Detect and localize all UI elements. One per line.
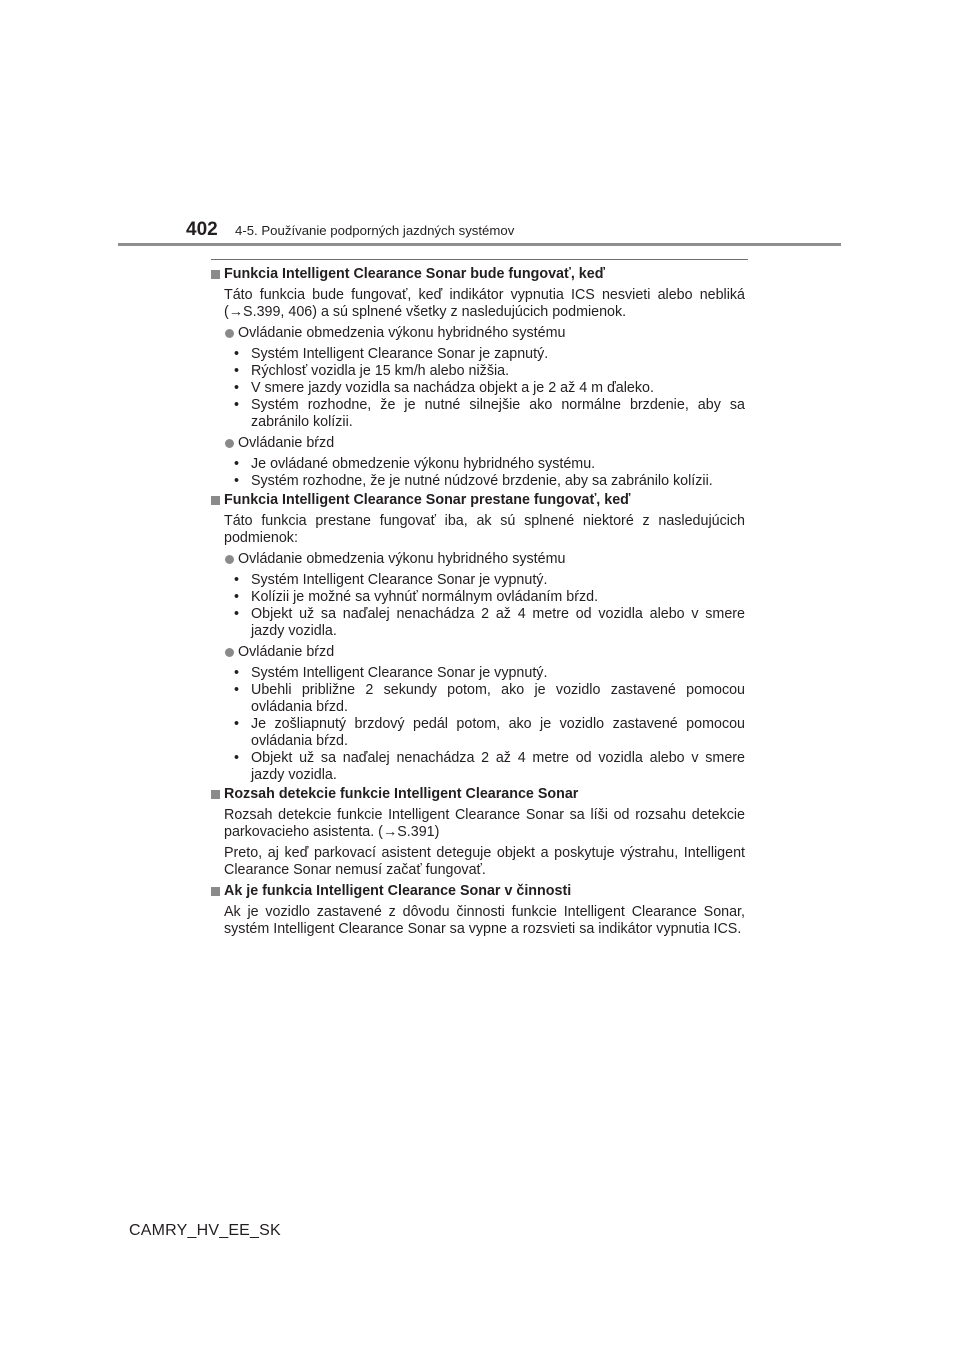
square-bullet-icon [211, 270, 220, 279]
section-heading [210, 786, 745, 803]
bullet-list [210, 456, 745, 490]
section-heading-text: Funkcia Intelligent Clearance Sonar bude fungovať, keď [224, 266, 605, 282]
paragraph: Táto funkcia bude fungovať, keď indikátor vypnutia ICS nesvieti alebo nebliká (→S.399, 406) a sú splnené všetky z nasledujúcich podmienok. [224, 287, 745, 320]
paragraph: Rozsah detekcie funkcie Intelligent Clearance Sonar sa líši od rozsahu detekcie parkovacieho asistenta. (→S.391) [224, 807, 745, 840]
subsection-title-text: Ovládanie obmedzenia výkonu hybridného systému [238, 551, 566, 567]
section-heading [210, 266, 745, 283]
manual-code: CAMRY_HV_EE_SK [129, 1222, 281, 1239]
section-heading [210, 883, 745, 900]
square-bullet-icon [211, 790, 220, 799]
paragraph: Preto, aj keď parkovací asistent deteguje objekt a poskytuje výstrahu, Intelligent Clearance Sonar nemusí začať fungovať. [224, 845, 745, 878]
subsection-title [210, 551, 745, 568]
list-item: • Systém Intelligent Clearance Sonar je vypnutý. [251, 572, 745, 589]
section-heading-text: Rozsah detekcie funkcie Intelligent Clearance Sonar [224, 786, 579, 802]
list-item: • Systém Intelligent Clearance Sonar je zapnutý. [251, 346, 745, 363]
list-item: • Kolízii je možné sa vyhnúť normálnym ovládaním bŕzd. [251, 589, 745, 606]
paragraph: Ak je vozidlo zastavené z dôvodu činnosti funkcie Intelligent Clearance Sonar, systém Intelligent Clearance Sonar sa vypne a rozsvieti sa indikátor vypnutia ICS. [224, 904, 745, 937]
subsection-title [210, 325, 745, 342]
section-heading [210, 492, 745, 509]
page-number: 402 [186, 219, 218, 240]
circle-bullet-icon [225, 555, 234, 564]
list-item: • Je ovládané obmedzenie výkonu hybridného systému. [251, 456, 745, 473]
page-content [210, 266, 745, 942]
subsection-title-text: Ovládanie bŕzd [238, 644, 335, 660]
bullet-list [210, 665, 745, 784]
paragraph: Táto funkcia prestane fungovať iba, ak sú splnené niektoré z nasledujúcich podmienok: [224, 513, 745, 546]
list-item: • Systém rozhodne, že je nutné núdzové brzdenie, aby sa zabránilo kolízii. [251, 473, 745, 490]
bullet-list [210, 572, 745, 640]
circle-bullet-icon [225, 648, 234, 657]
subsection-title-text: Ovládanie obmedzenia výkonu hybridného systému [238, 325, 566, 341]
list-item: • V smere jazdy vozidla sa nachádza objekt a je 2 až 4 m ďaleko. [251, 380, 745, 397]
circle-bullet-icon [225, 329, 234, 338]
circle-bullet-icon [225, 439, 234, 448]
header-rule [118, 243, 841, 246]
list-item: • Systém Intelligent Clearance Sonar je vypnutý. [251, 665, 745, 682]
chapter-title: 4-5. Používanie podporných jazdných systémov [235, 223, 515, 238]
section-heading-text: Ak je funkcia Intelligent Clearance Sonar v činnosti [224, 883, 572, 899]
list-item: • Objekt už sa naďalej nenachádza 2 až 4 metre od vozidla alebo v smere jazdy vozidla. [251, 606, 745, 640]
section-rule [211, 259, 748, 260]
list-item: • Objekt už sa naďalej nenachádza 2 až 4 metre od vozidla alebo v smere jazdy vozidla. [251, 750, 745, 784]
square-bullet-icon [211, 496, 220, 505]
list-item: • Rýchlosť vozidla je 15 km/h alebo nižšia. [251, 363, 745, 380]
subsection-title [210, 644, 745, 661]
section-heading-text: Funkcia Intelligent Clearance Sonar prestane fungovať, keď [224, 492, 631, 508]
bullet-list [210, 346, 745, 431]
list-item: • Ubehli približne 2 sekundy potom, ako je vozidlo zastavené pomocou ovládania bŕzd. [251, 682, 745, 716]
square-bullet-icon [211, 887, 220, 896]
list-item: • Systém rozhodne, že je nutné silnejšie ako normálne brzdenie, aby sa zabránilo kolízii. [251, 397, 745, 431]
subsection-title-text: Ovládanie bŕzd [238, 435, 335, 451]
subsection-title [210, 435, 745, 452]
list-item: • Je zošliapnutý brzdový pedál potom, ako je vozidlo zastavené pomocou ovládania bŕzd. [251, 716, 745, 750]
